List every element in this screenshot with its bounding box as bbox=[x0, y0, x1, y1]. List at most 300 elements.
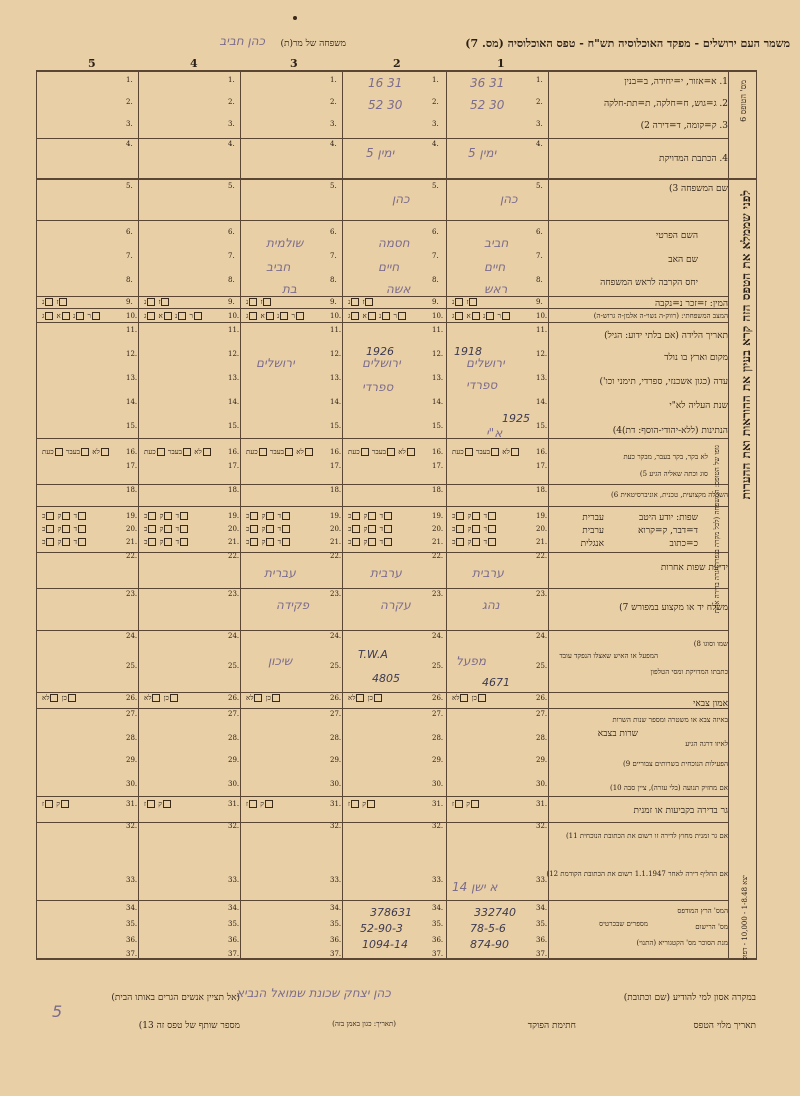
option-code: בעבר bbox=[475, 448, 491, 456]
checkbox[interactable] bbox=[148, 525, 156, 533]
checkbox[interactable] bbox=[282, 512, 290, 520]
row-number: 14. bbox=[536, 398, 548, 406]
checkbox[interactable] bbox=[455, 800, 463, 808]
option-code: בעבר bbox=[65, 448, 81, 456]
option-code: א bbox=[158, 312, 163, 320]
row-number: 34. bbox=[536, 904, 548, 912]
option-code: לא bbox=[42, 694, 50, 702]
checkbox[interactable] bbox=[194, 312, 202, 320]
c2-workplace-phone: 4805 bbox=[372, 672, 400, 685]
checkbox[interactable] bbox=[356, 694, 364, 702]
c2-birth-year: 1926 bbox=[366, 345, 394, 358]
checkbox[interactable] bbox=[78, 538, 86, 546]
checkbox[interactable] bbox=[78, 525, 86, 533]
shared-number-hand: 5 bbox=[52, 1002, 63, 1021]
option-code: כ bbox=[42, 538, 46, 546]
checkbox[interactable] bbox=[472, 512, 480, 520]
checkbox[interactable] bbox=[455, 298, 463, 306]
checkbox[interactable] bbox=[254, 694, 262, 702]
row-number: 34. bbox=[126, 904, 138, 912]
option-code: כ bbox=[348, 538, 352, 546]
option-code: ק bbox=[159, 512, 164, 520]
checkbox[interactable] bbox=[282, 525, 290, 533]
row-number: 6. bbox=[126, 228, 133, 236]
checkbox[interactable] bbox=[296, 312, 304, 320]
row-number: 24. bbox=[330, 632, 342, 640]
row-number: 11. bbox=[432, 326, 444, 334]
checkbox[interactable] bbox=[361, 448, 369, 456]
row-number: 35. bbox=[330, 920, 342, 928]
row-number: 29. bbox=[330, 756, 342, 764]
checkbox[interactable] bbox=[272, 694, 280, 702]
c1-relation: ראש bbox=[484, 282, 508, 296]
row-number: 25. bbox=[330, 662, 342, 670]
row-number: 22. bbox=[330, 552, 342, 560]
row-number: 37. bbox=[126, 950, 138, 958]
row-number: 34. bbox=[432, 904, 444, 912]
print-mark: יצא 1-8.48 - 10,000 - דפוס bbox=[741, 875, 749, 961]
checkbox[interactable] bbox=[456, 525, 464, 533]
row-number: 25. bbox=[126, 662, 138, 670]
option-code: ז bbox=[158, 298, 161, 306]
checkbox[interactable] bbox=[456, 538, 464, 546]
row-number: 23. bbox=[536, 590, 548, 598]
option-codes bbox=[452, 312, 511, 320]
col-divider-5 bbox=[548, 70, 549, 960]
checkbox[interactable] bbox=[148, 512, 156, 520]
option-code: כ bbox=[246, 512, 250, 520]
row-number: 11. bbox=[536, 326, 548, 334]
row-number: 19. bbox=[126, 512, 138, 520]
option-codes bbox=[348, 800, 376, 808]
checkbox[interactable] bbox=[471, 800, 479, 808]
row-number: 13. bbox=[432, 374, 444, 382]
lang-arabic: ערבית bbox=[582, 526, 604, 536]
checkbox[interactable] bbox=[367, 800, 375, 808]
row-number: 28. bbox=[432, 734, 444, 742]
row-number: 33. bbox=[228, 876, 240, 884]
row-number: 8. bbox=[228, 276, 235, 284]
option-codes bbox=[144, 298, 170, 306]
option-code: ר bbox=[189, 312, 193, 320]
row-number: 2. bbox=[228, 98, 235, 106]
row-number: 30. bbox=[330, 780, 342, 788]
option-code: ז bbox=[56, 298, 59, 306]
checkbox[interactable] bbox=[148, 538, 156, 546]
c1-registration: 78-5-6 bbox=[470, 922, 506, 935]
family-label: משפחה של מר(ת) bbox=[280, 39, 346, 49]
option-codes bbox=[42, 512, 87, 520]
row-number: 7. bbox=[330, 252, 337, 260]
option-code: ק bbox=[261, 512, 266, 520]
option-code: כ bbox=[348, 525, 352, 533]
column-number-3: 3 bbox=[290, 57, 298, 70]
checkbox[interactable] bbox=[81, 448, 89, 456]
checkbox[interactable] bbox=[305, 448, 313, 456]
option-codes bbox=[42, 448, 110, 456]
checkbox[interactable] bbox=[488, 525, 496, 533]
checkbox[interactable] bbox=[164, 538, 172, 546]
checkbox[interactable] bbox=[488, 538, 496, 546]
checkbox[interactable] bbox=[163, 800, 171, 808]
checkbox[interactable] bbox=[45, 800, 53, 808]
checkbox[interactable] bbox=[152, 694, 160, 702]
option-code: ד bbox=[483, 538, 488, 546]
checkbox[interactable] bbox=[46, 538, 54, 546]
instructions-vertical: לפני שממלא את הטפס הזה קרא בעיון את ההוראות ואת ההערות bbox=[739, 190, 753, 500]
checkbox[interactable] bbox=[351, 312, 359, 320]
c2-serial: 378631 bbox=[370, 906, 412, 919]
checkbox[interactable] bbox=[266, 312, 274, 320]
option-code: בעבר bbox=[371, 448, 387, 456]
col-divider-6 bbox=[728, 70, 729, 960]
option-codes bbox=[144, 448, 212, 456]
option-code: ק bbox=[363, 538, 368, 546]
c2-registration: 52-90-3 bbox=[360, 922, 403, 935]
c1-father-name: חיים bbox=[484, 260, 506, 274]
option-code: נ bbox=[452, 298, 455, 306]
row-number: 19. bbox=[330, 512, 342, 520]
row-number: 37. bbox=[536, 950, 548, 958]
checkbox[interactable] bbox=[387, 448, 395, 456]
row-number: 34. bbox=[228, 904, 240, 912]
checkbox[interactable] bbox=[250, 512, 258, 520]
checkbox[interactable] bbox=[260, 298, 271, 306]
row-number: 19. bbox=[432, 512, 444, 520]
row-label-25: כתבתו המדויקת ומסי הטלפון bbox=[650, 668, 728, 676]
row-number: 26. bbox=[228, 694, 240, 702]
checkbox[interactable] bbox=[164, 512, 172, 520]
checkbox[interactable] bbox=[259, 448, 267, 456]
row-number: 29. bbox=[126, 756, 138, 764]
option-code: ד bbox=[73, 512, 78, 520]
row-number: 31. bbox=[126, 800, 138, 808]
checkbox[interactable] bbox=[511, 448, 519, 456]
checkbox[interactable] bbox=[78, 512, 86, 520]
row-number: 16. bbox=[432, 448, 444, 456]
checkbox[interactable] bbox=[351, 800, 359, 808]
c2-area-unit: 31 16 bbox=[368, 76, 403, 90]
row-number: 8. bbox=[432, 276, 439, 284]
checkbox[interactable] bbox=[249, 312, 257, 320]
c1-first-name: חביב bbox=[484, 236, 509, 250]
checkbox[interactable] bbox=[384, 512, 392, 520]
option-code: ז bbox=[144, 800, 146, 808]
option-code: ר bbox=[291, 312, 295, 320]
option-code: ק bbox=[158, 800, 162, 808]
c1-surname: כהן bbox=[500, 192, 518, 206]
row-number: 30. bbox=[228, 780, 240, 788]
row-number: 22. bbox=[126, 552, 138, 560]
option-code: כ bbox=[246, 538, 250, 546]
checkbox[interactable] bbox=[352, 525, 360, 533]
row-number: 12. bbox=[228, 350, 240, 358]
row-number: 15. bbox=[536, 422, 548, 430]
row-label-29: הפעילות הנוכחית בשרותים צבוריים 9) bbox=[622, 760, 728, 768]
option-code: ד bbox=[175, 525, 180, 533]
option-code: ק bbox=[261, 525, 266, 533]
row-number: 6. bbox=[536, 228, 543, 236]
row-number: 16. bbox=[228, 448, 240, 456]
checkbox[interactable] bbox=[250, 538, 258, 546]
option-code: כעת bbox=[452, 448, 464, 456]
c1-eda: ספרדי bbox=[466, 378, 498, 392]
row-number: 24. bbox=[126, 632, 138, 640]
checkbox[interactable] bbox=[68, 694, 76, 702]
checkbox[interactable] bbox=[147, 800, 155, 808]
col-divider-3 bbox=[342, 70, 343, 960]
checkbox[interactable] bbox=[465, 448, 473, 456]
checkbox[interactable] bbox=[285, 448, 293, 456]
checkbox[interactable] bbox=[266, 538, 274, 546]
row-label-26: אמון צבאי bbox=[692, 699, 728, 709]
checkbox[interactable] bbox=[249, 800, 257, 808]
checkbox[interactable] bbox=[368, 538, 376, 546]
checkbox[interactable] bbox=[147, 298, 155, 306]
c2-surname: כהן bbox=[392, 192, 410, 206]
row-number: 20. bbox=[228, 525, 240, 533]
checkbox[interactable] bbox=[158, 298, 169, 306]
row-number: 5. bbox=[126, 182, 133, 190]
option-code: נ bbox=[174, 312, 178, 320]
row-label-11: תאריך הלידה (אם בלתי ידוע: הגיל) bbox=[604, 331, 728, 341]
option-codes bbox=[144, 512, 189, 520]
row-number: 7. bbox=[228, 252, 235, 260]
option-code: כ bbox=[144, 512, 148, 520]
checkbox[interactable] bbox=[368, 512, 376, 520]
checkbox[interactable] bbox=[45, 312, 53, 320]
row-number: 12. bbox=[126, 350, 138, 358]
checkbox[interactable] bbox=[183, 448, 191, 456]
row-number: 23. bbox=[228, 590, 240, 598]
row-number: 16. bbox=[330, 448, 342, 456]
row-number: 8. bbox=[126, 276, 133, 284]
family-handwritten: כהן חביב bbox=[219, 34, 265, 48]
row-number: 4. bbox=[330, 140, 337, 148]
checkbox[interactable] bbox=[92, 312, 100, 320]
checkbox[interactable] bbox=[46, 512, 54, 520]
row-number: 14. bbox=[228, 398, 240, 406]
row-number: 37. bbox=[432, 950, 444, 958]
row-number: 35. bbox=[536, 920, 548, 928]
checkbox[interactable] bbox=[249, 298, 257, 306]
row-number: 4. bbox=[536, 140, 543, 148]
option-code: ז bbox=[362, 298, 365, 306]
col-divider-2 bbox=[240, 70, 241, 960]
checkbox[interactable] bbox=[478, 694, 486, 702]
row-number: 29. bbox=[228, 756, 240, 764]
checkbox[interactable] bbox=[180, 538, 188, 546]
option-code: ד bbox=[73, 525, 78, 533]
row-number: 26. bbox=[432, 694, 444, 702]
checkbox[interactable] bbox=[50, 694, 58, 702]
row-number: 33. bbox=[536, 876, 548, 884]
option-codes bbox=[246, 800, 274, 808]
checkbox[interactable] bbox=[382, 312, 390, 320]
checkbox[interactable] bbox=[170, 694, 178, 702]
c1-workplace-phone: 4671 bbox=[482, 676, 510, 689]
checkbox[interactable] bbox=[352, 512, 360, 520]
checkbox[interactable] bbox=[76, 312, 84, 320]
row-label-30: אם מחזיק תנועה (בלי עזרה), ציין סבה 10) bbox=[609, 784, 728, 792]
checkbox[interactable] bbox=[147, 312, 155, 320]
option-code: לא bbox=[348, 694, 356, 702]
row-number: 1. bbox=[432, 76, 439, 84]
checkbox[interactable] bbox=[55, 448, 63, 456]
checkbox[interactable] bbox=[46, 525, 54, 533]
checkbox[interactable] bbox=[280, 312, 288, 320]
row-number: 10. bbox=[536, 312, 548, 320]
checkbox[interactable] bbox=[466, 298, 477, 306]
checkbox[interactable] bbox=[250, 525, 258, 533]
checkbox[interactable] bbox=[45, 298, 53, 306]
checkbox[interactable] bbox=[351, 298, 359, 306]
option-code: בעבר bbox=[167, 448, 183, 456]
checkbox[interactable] bbox=[398, 312, 406, 320]
row-number: 17. bbox=[536, 462, 548, 470]
checkbox[interactable] bbox=[455, 312, 463, 320]
option-code: ד bbox=[379, 538, 384, 546]
checkbox[interactable] bbox=[62, 525, 70, 533]
checkbox[interactable] bbox=[502, 312, 510, 320]
checkbox[interactable] bbox=[456, 512, 464, 520]
checkbox[interactable] bbox=[368, 312, 376, 320]
row-number: 11. bbox=[330, 326, 342, 334]
option-codes bbox=[452, 448, 520, 456]
c1-serial: 332740 bbox=[474, 906, 516, 919]
row-number: 23. bbox=[330, 590, 342, 598]
checkbox[interactable] bbox=[265, 800, 273, 808]
c2-sugar-category: 1094-14 bbox=[362, 938, 408, 951]
c2-profession: עקרה bbox=[380, 598, 411, 612]
row-number: 18. bbox=[126, 486, 138, 494]
checkbox[interactable] bbox=[62, 312, 70, 320]
shared-number-label: מספר שותף של טפס זה 13) bbox=[138, 1021, 240, 1031]
row-number: 30. bbox=[432, 780, 444, 788]
option-code: ק bbox=[56, 800, 60, 808]
checkbox[interactable] bbox=[486, 312, 494, 320]
row-number: 36. bbox=[536, 936, 548, 944]
c1-profession: נהג bbox=[482, 598, 500, 612]
row-label-3: 3. ק=קומה, ד=דירה 2) bbox=[640, 121, 728, 131]
c2-first-name: חסמה bbox=[378, 236, 410, 250]
c1-birth-place: ירושלים bbox=[466, 356, 505, 370]
checkbox[interactable] bbox=[157, 448, 165, 456]
checkbox[interactable] bbox=[266, 525, 274, 533]
row-number: 24. bbox=[536, 632, 548, 640]
checkbox[interactable] bbox=[384, 538, 392, 546]
checkbox[interactable] bbox=[178, 312, 186, 320]
checkbox[interactable] bbox=[164, 312, 172, 320]
option-codes bbox=[452, 800, 480, 808]
row-number: 35. bbox=[126, 920, 138, 928]
c1-prev-address: א ישן 14 bbox=[452, 880, 498, 894]
row-label-19c: כ=כתוב bbox=[669, 539, 698, 549]
checkbox[interactable] bbox=[62, 538, 70, 546]
option-code: נ bbox=[378, 312, 382, 320]
option-codes bbox=[452, 538, 497, 546]
option-code: לא bbox=[502, 448, 510, 456]
checkbox[interactable] bbox=[203, 448, 211, 456]
checkbox[interactable] bbox=[180, 512, 188, 520]
option-codes bbox=[144, 800, 172, 808]
option-codes bbox=[42, 525, 87, 533]
checkbox[interactable] bbox=[164, 525, 172, 533]
checkbox[interactable] bbox=[460, 694, 468, 702]
option-code: כן bbox=[471, 694, 477, 702]
option-code: כעת bbox=[348, 448, 360, 456]
checkbox[interactable] bbox=[374, 694, 382, 702]
row-number: 9. bbox=[432, 298, 439, 306]
option-codes bbox=[348, 694, 383, 702]
option-codes bbox=[246, 448, 314, 456]
row-number: 30. bbox=[536, 780, 548, 788]
row-label-36: מס' הרישום bbox=[695, 923, 728, 931]
top-rule bbox=[36, 70, 756, 72]
checkbox[interactable] bbox=[101, 448, 109, 456]
row-label-13: עדה (כגון אשכנזי, ספרדי, תימני וכו') bbox=[599, 377, 728, 387]
option-code: נ bbox=[144, 298, 147, 306]
checkbox[interactable] bbox=[368, 525, 376, 533]
row-number: 6. bbox=[330, 228, 337, 236]
row-number: 25. bbox=[228, 662, 240, 670]
option-code: ז bbox=[348, 800, 350, 808]
c1-area-unit: 31 36 bbox=[470, 76, 505, 90]
option-code: כן bbox=[265, 694, 271, 702]
checkbox[interactable] bbox=[384, 525, 392, 533]
checkbox[interactable] bbox=[282, 538, 290, 546]
checkbox[interactable] bbox=[472, 538, 480, 546]
row-number: 36. bbox=[126, 936, 138, 944]
option-codes bbox=[144, 694, 179, 702]
row-number: 18. bbox=[536, 486, 548, 494]
option-codes bbox=[348, 298, 374, 306]
checkbox[interactable] bbox=[61, 800, 69, 808]
checkbox[interactable] bbox=[472, 312, 480, 320]
checkbox[interactable] bbox=[491, 448, 499, 456]
checkbox[interactable] bbox=[56, 298, 67, 306]
row-number: 18. bbox=[228, 486, 240, 494]
option-code: ד bbox=[73, 538, 78, 546]
option-code: בעבר bbox=[269, 448, 285, 456]
option-code: לא bbox=[246, 694, 254, 702]
checkbox[interactable] bbox=[180, 525, 188, 533]
checkbox[interactable] bbox=[352, 538, 360, 546]
option-code: ק bbox=[467, 538, 472, 546]
row-number: 15. bbox=[330, 422, 342, 430]
column-number-1: 1 bbox=[497, 57, 505, 70]
checkbox[interactable] bbox=[472, 525, 480, 533]
row-number: 23. bbox=[126, 590, 138, 598]
checkbox[interactable] bbox=[62, 512, 70, 520]
row-number: 32. bbox=[536, 822, 548, 830]
checkbox[interactable] bbox=[266, 512, 274, 520]
checkbox[interactable] bbox=[488, 512, 496, 520]
option-codes bbox=[348, 312, 407, 320]
option-code: ק bbox=[260, 800, 264, 808]
option-code: כ bbox=[42, 525, 46, 533]
row-number: 17. bbox=[126, 462, 138, 470]
option-code: ק bbox=[57, 512, 62, 520]
option-code: כעת bbox=[42, 448, 54, 456]
option-code: א bbox=[466, 312, 471, 320]
checkbox[interactable] bbox=[362, 298, 373, 306]
row-number: 15. bbox=[432, 422, 444, 430]
option-code: ק bbox=[159, 525, 164, 533]
c3-profession: פקידה bbox=[276, 598, 310, 612]
c3-first-name: שולמית bbox=[266, 236, 304, 250]
checkbox[interactable] bbox=[407, 448, 415, 456]
